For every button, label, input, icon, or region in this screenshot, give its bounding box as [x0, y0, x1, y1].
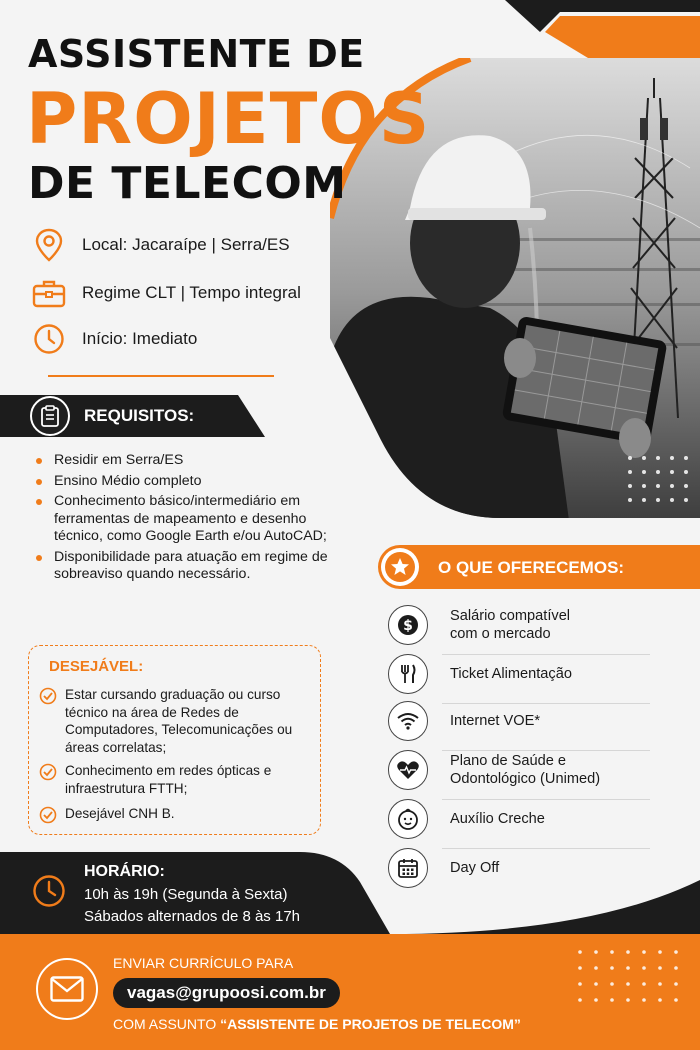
schedule-banner — [0, 852, 390, 934]
wifi-icon — [388, 701, 428, 741]
email-link[interactable]: vagas@grupoosi.com.br — [113, 978, 340, 1008]
benefit-item — [388, 795, 650, 843]
title-line-3: DE TELECOM — [28, 158, 347, 209]
title-line-2: PROJETOS — [26, 78, 431, 160]
desirable-title: DESEJÁVEL: — [49, 658, 144, 675]
benefit-text: Salário compatível — [450, 608, 571, 624]
subject-text: “ASSISTENTE DE PROJETOS DE TELECOM” — [220, 1016, 521, 1032]
benefit-item — [388, 746, 650, 794]
desirable-box — [28, 645, 321, 835]
benefit-text: Day Off — [450, 860, 500, 876]
clock-icon — [32, 874, 66, 908]
benefit-text: Internet VOE* — [450, 713, 541, 729]
info-start — [30, 320, 197, 358]
requirements-banner — [0, 395, 265, 437]
envelope-icon — [36, 958, 98, 1020]
divider — [48, 375, 274, 377]
benefit-item — [388, 601, 650, 649]
list-item: Residir em Serra/ES — [30, 452, 340, 470]
offers-banner — [378, 545, 700, 589]
benefit-text: Auxílio Creche — [450, 811, 545, 827]
benefit-item — [388, 650, 650, 698]
check-circle-icon — [39, 763, 57, 797]
desirable-item-text: Desejável CNH B. — [65, 806, 175, 821]
benefit-text: Plano de Saúde e — [450, 753, 567, 769]
heart-pulse-icon — [388, 750, 428, 790]
list-item: Ensino Médio completo — [30, 473, 340, 491]
subject-prefix: COM ASSUNTO — [113, 1016, 221, 1032]
footer-instruction: ENVIAR CURRÍCULO PARA — [113, 955, 294, 971]
clock-icon — [30, 320, 68, 358]
dollar-icon — [388, 605, 428, 645]
benefit-item — [388, 697, 650, 745]
dots-pattern — [570, 944, 690, 1024]
info-start-text: Início: Imediato — [82, 329, 198, 348]
list-item: Conhecimento básico/intermediário em ferramentas de mapeamento e desenho técnico, como Google Earth e/ou AutoCAD; — [30, 493, 340, 546]
list-item — [39, 805, 309, 824]
benefit-text: Ticket Alimentação — [450, 666, 572, 682]
fork-knife-icon — [388, 654, 428, 694]
info-regime — [30, 274, 301, 312]
desirable-item-text: Conhecimento em redes ópticas e infraestrutura FTTH; — [65, 763, 272, 796]
check-circle-icon — [39, 806, 57, 824]
info-regime-text: Regime CLT | Tempo integral — [82, 283, 301, 302]
baby-icon — [388, 799, 428, 839]
requirements-title: REQUISITOS: — [84, 406, 195, 425]
list-item: Disponibilidade para atuação em regime de sobreaviso quando necessário. — [30, 549, 340, 584]
schedule-line-2: Sábados alternados de 8 às 17h — [84, 908, 300, 925]
location-pin-icon — [30, 226, 68, 264]
benefit-text: Odontológico (Unimed) — [450, 771, 601, 787]
offers-title: O QUE OFERECEMOS: — [438, 558, 625, 577]
briefcase-icon — [30, 274, 68, 312]
info-location-text: Local: Jacaraípe | Serra/ES — [82, 235, 290, 254]
section-curve — [390, 880, 700, 936]
benefit-text: com o mercado — [450, 626, 551, 642]
footer-subject — [113, 1016, 521, 1032]
list-item — [39, 762, 309, 797]
schedule-title: HORÁRIO: — [84, 863, 165, 880]
footer — [0, 934, 700, 1050]
clipboard-icon — [30, 396, 70, 436]
check-circle-icon — [39, 687, 57, 756]
info-location — [30, 226, 290, 264]
desirable-item-text: Estar cursando graduação ou curso técnico na área de Redes de Computadores, Telecomunicações ou áreas correlatas; — [65, 687, 293, 755]
requirements-list — [30, 452, 340, 587]
title-line-1: ASSISTENTE DE — [28, 32, 365, 76]
schedule-line-1: 10h às 19h (Segunda à Sexta) — [84, 886, 288, 903]
list-item — [39, 686, 309, 756]
svg-text:$: $ — [403, 618, 413, 634]
star-icon — [381, 548, 419, 586]
